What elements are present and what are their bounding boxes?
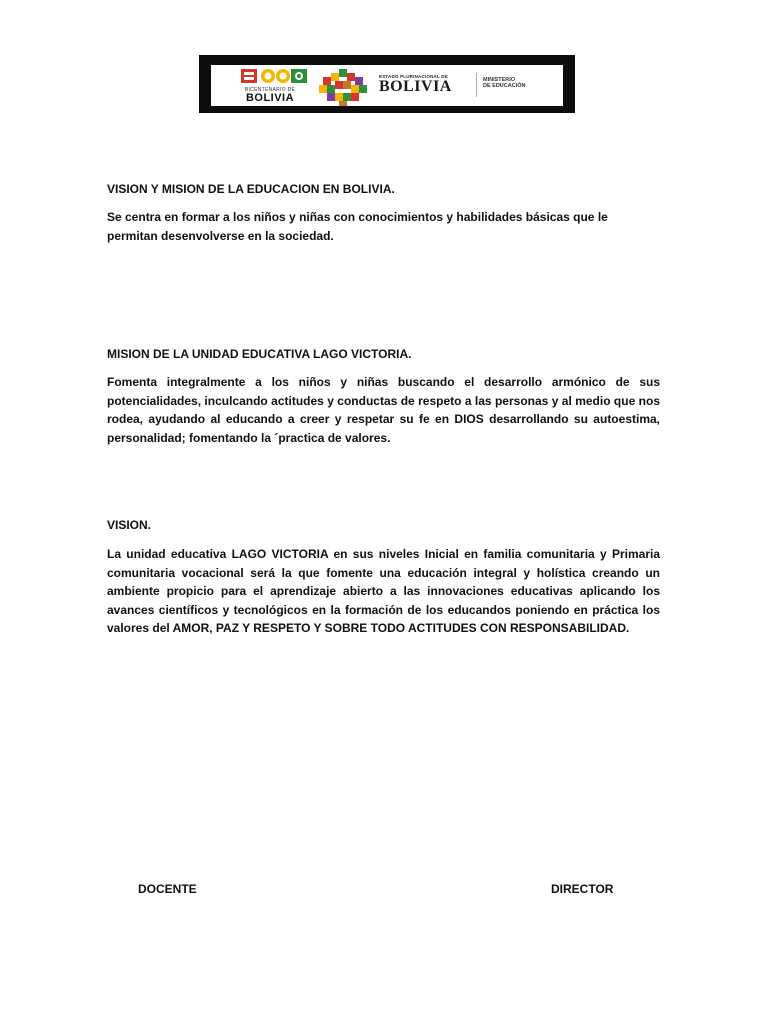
estado-title: BOLIVIA: [379, 78, 452, 95]
ministerio-divider: [476, 73, 477, 97]
mision-heading: MISION DE LA UNIDAD EDUCATIVA LAGO VICTORIA.: [107, 347, 412, 361]
ministerio-label: MINISTERIO DE EDUCACIÓN: [483, 77, 526, 90]
banner-notch: [566, 55, 575, 64]
bicentenario-logo-icon: [231, 68, 311, 86]
vision-heading: VISION.: [107, 518, 152, 532]
bicentenario-title: BOLIVIA: [245, 92, 295, 104]
header-banner: [199, 55, 575, 113]
signature-director: DIRECTOR: [551, 882, 614, 896]
signature-docente: DOCENTE: [138, 882, 197, 896]
banner-inner: [211, 65, 563, 106]
banner-notch: [199, 104, 208, 113]
vision-mision-text: Se centra en formar a los niños y niñas con conocimientos y habilidades básicas que le permitan desenvolverse en la sociedad.: [107, 210, 608, 243]
estado-mosaic-logo-icon: [315, 65, 373, 107]
estado-subtitle: ESTADO PLURINACIONAL DE: [379, 74, 448, 79]
vision-text: La unidad educativa LAGO VICTORIA en sus niveles Inicial en familia comunitaria y Primaria comunitaria vocacional será la que fomente una educación integral y holística creando un ambiente propicio para el aprendizaje abierto a las innovaciones educativas aplicando los avances científicos y tecnológicos en la formación de los educandos poniendo en práctica los valores del AMOR, PAZ Y RESPETO Y SOBRE TODO ACTITUDES CON RESPONSABILIDAD.: [107, 547, 660, 635]
mision-text: Fomenta integralmente a los niños y niñas buscando el desarrollo armónico de sus potencialidades, inculcando actitudes y conductas de respeto a las personas y al medio que nos rodea, ayudando al educando a creer y respetar su fe en DIOS desarrollando su autoestima, personalidad; fomentando la ´practica de valores.: [107, 375, 660, 445]
banner-notch: [566, 104, 575, 113]
vision-mision-heading: VISION Y MISION DE LA EDUCACION EN BOLIVIA.: [107, 182, 395, 196]
bicentenario-subtitle: BICENTENARIO DE: [244, 87, 296, 93]
banner-notch: [199, 55, 208, 64]
